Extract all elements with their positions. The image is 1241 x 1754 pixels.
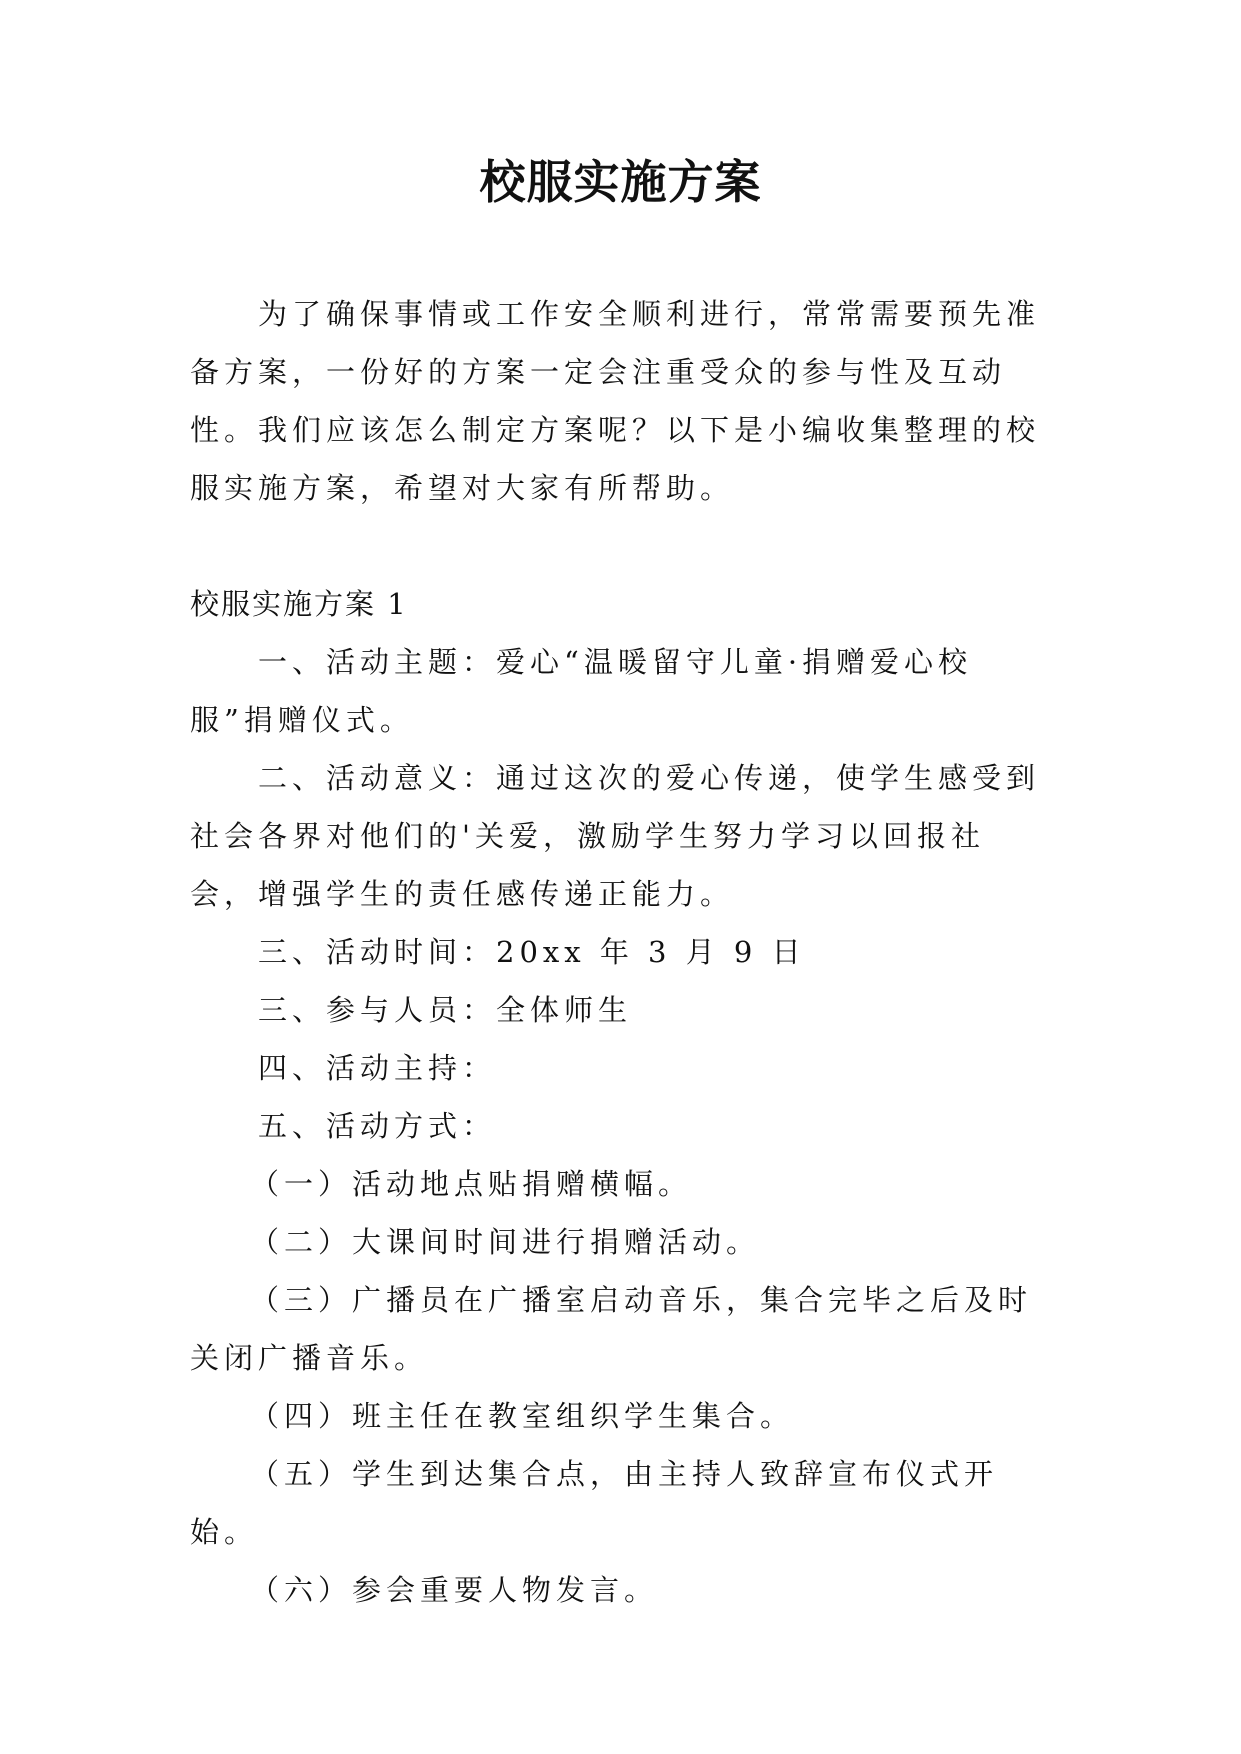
sub-item-2: （二）大课间时间进行捐赠活动。 [250, 1225, 761, 1259]
sub-item-5: （五）学生到达集合点，由主持人致辞宣布仪式开始。 [190, 1457, 999, 1549]
sub-item-3: （三）广播员在广播室启动音乐，集合完毕之后及时关闭广播音乐。 [190, 1283, 1033, 1375]
intro-paragraph: 为了确保事情或工作安全顺利进行，常常需要预先准备方案，一份好的方案一定会注重受众的参与性及互动性。我们应该怎么制定方案呢？以下是小编收集整理的校服实施方案，希望对大家有所帮助。 [190, 297, 1041, 505]
item-significance: 二、活动意义：通过这次的爱心传递，使学生感受到社会各界对他们的'关爱，激励学生努力学习以回报社会，增强学生的责任感传递正能力。 [190, 761, 1041, 911]
document-title: 校服实施方案 [479, 155, 762, 209]
sub-item-4: （四）班主任在教室组织学生集合。 [250, 1399, 795, 1433]
sub-item-1: （一）活动地点贴捐赠横幅。 [250, 1167, 693, 1201]
plan-content [190, 633, 1050, 1619]
sub-item-6: （六）参会重要人物发言。 [250, 1573, 659, 1607]
item-host: 四、活动主持： [258, 1051, 497, 1085]
item-method: 五、活动方式： [258, 1109, 497, 1143]
section-heading: 校服实施方案 1 [190, 587, 408, 621]
item-participants: 三、参与人员：全体师生 [258, 993, 633, 1027]
item-time: 三、活动时间：20xx 年 3 月 9 日 [258, 935, 806, 969]
item-theme: 一、活动主题：爱心“温暖留守儿童·捐赠爱心校服”捐赠仪式。 [190, 645, 973, 737]
